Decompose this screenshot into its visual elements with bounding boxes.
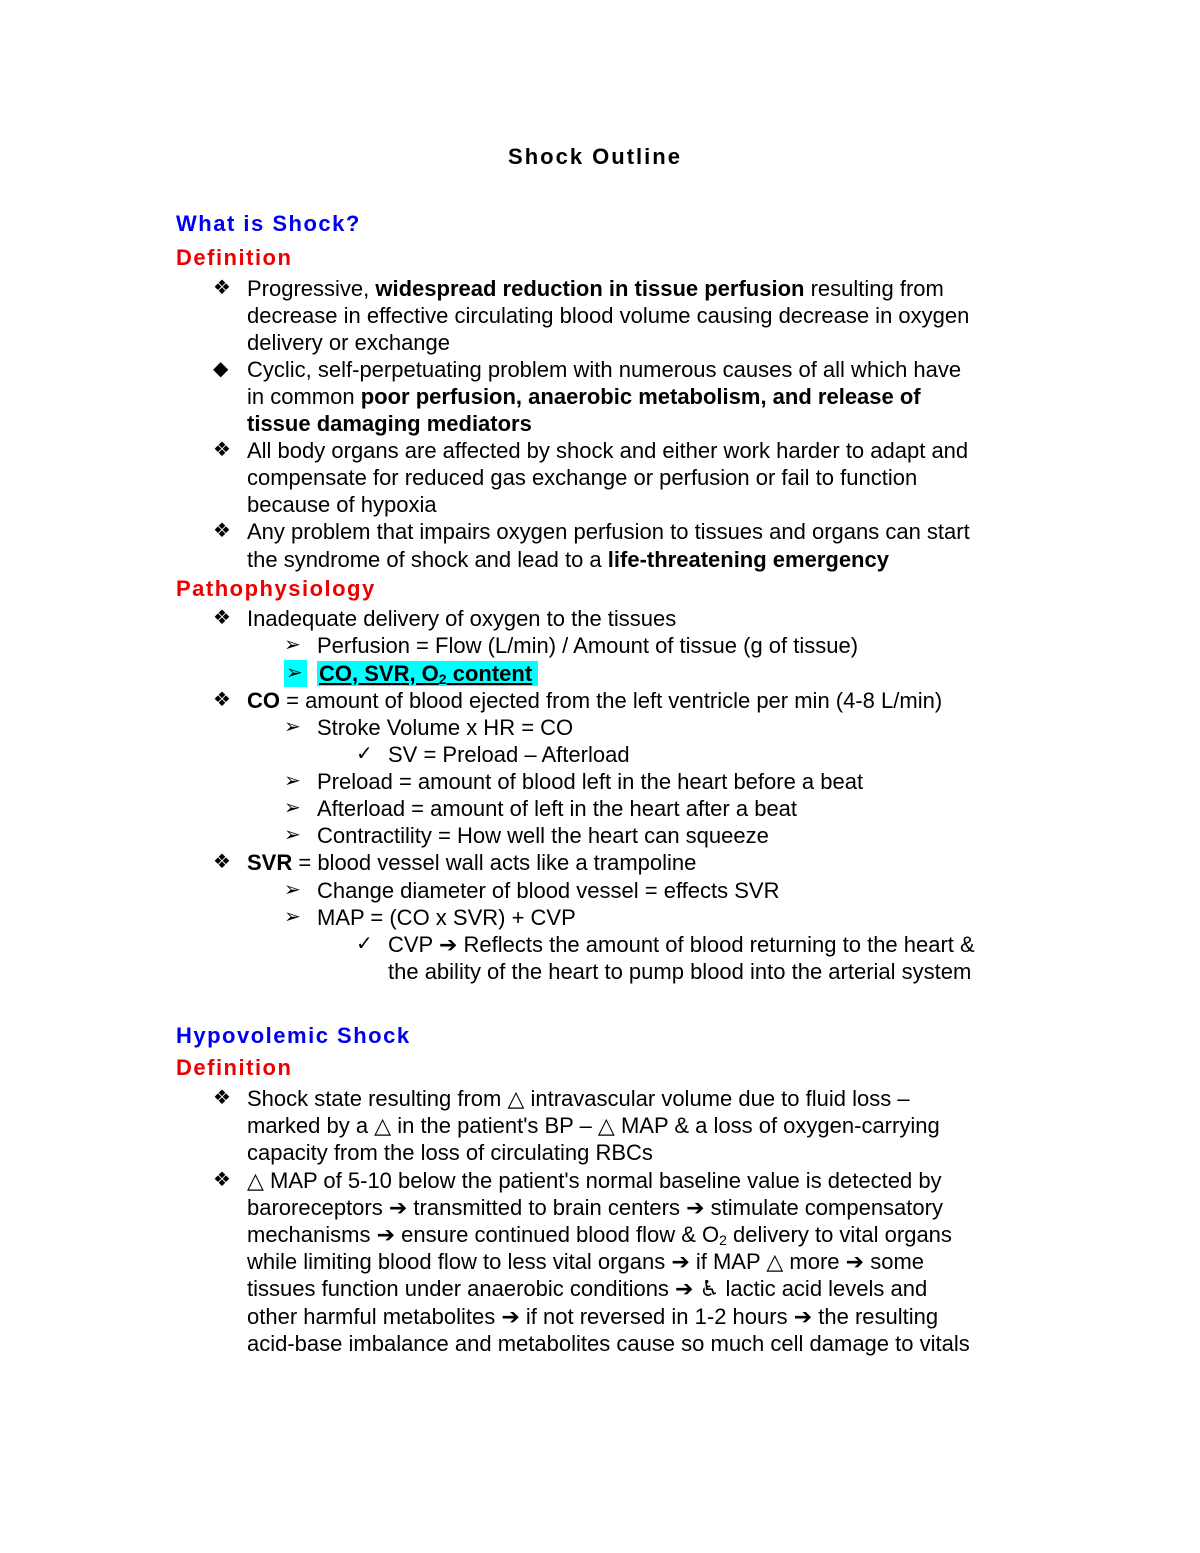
list-item: Cyclic, self-perpetuating problem with numerous causes of all which have [247, 357, 962, 382]
list-item-line: mechanisms ➔ ensure continued blood flow & $O_2$ delivery to vital organs [247, 1222, 952, 1248]
subheading-definition: Definition [176, 245, 293, 270]
list-item-line: compensate for reduced gas exchange or perfusion or fail to function [247, 465, 918, 490]
delta-icon: △ [597, 1113, 615, 1138]
sub-list-item: Change diameter of blood vessel = effects SVR [317, 878, 780, 903]
list-item: Inadequate delivery of oxygen to the tissues [247, 606, 677, 631]
section-heading-what-is-shock: What is Shock? [176, 211, 361, 236]
bullet-icon: ❖ [213, 689, 231, 711]
list-item-line: baroreceptors ➔ transmitted to brain centers ➔ stimulate compensatory [247, 1195, 943, 1220]
sub-sub-list-item: SV = Preload – Afterload [388, 742, 630, 767]
arrow-bullet-icon: ➢ [284, 879, 301, 901]
bullet-icon: ❖ [213, 607, 231, 629]
list-item-line: other harmful metabolites ➔ if not reversed in 1-2 hours ➔ the resulting [247, 1304, 939, 1329]
arrow-bullet-icon: ➢ [284, 660, 307, 687]
list-item-line: in common poor perfusion, anaerobic metabolism, and release of [247, 384, 921, 409]
section-heading-hypovolemic-shock: Hypovolemic Shock [176, 1023, 411, 1048]
sub-list-item: Stroke Volume x HR = CO [317, 715, 574, 740]
arrow-bullet-icon: ➢ [284, 906, 301, 928]
arrow-icon: ➔ [671, 1249, 690, 1274]
arrow-bullet-icon: ➢ [284, 634, 301, 656]
delta-icon: △ [507, 1086, 525, 1111]
list-item: SVR = blood vessel wall acts like a trampoline [247, 850, 697, 875]
sub-list-item: Preload = amount of blood left in the heart before a beat [317, 769, 864, 794]
delta-icon: △ [247, 1168, 264, 1193]
bullet-icon: ❖ [213, 1087, 231, 1109]
arrow-icon: ➔ [501, 1304, 520, 1329]
page-title: Shock Outline [508, 144, 682, 169]
arrow-icon: ➔ [388, 1195, 408, 1220]
arrow-bullet-icon: ➢ [284, 716, 301, 738]
list-item: CO = amount of blood ejected from the left ventricle per min (4-8 L/min) [247, 688, 943, 713]
highlighted-sub-list-item: CO, SVR, $O_2$ content [317, 660, 538, 687]
list-item-line: capacity from the loss of circulating RBCs [247, 1140, 653, 1165]
arrow-bullet-icon: ➢ [284, 824, 301, 846]
list-item-line: the syndrome of shock and lead to a life-threatening emergency [247, 547, 889, 572]
arrow-icon: ➔ [793, 1304, 813, 1329]
list-item-line: while limiting blood flow to less vital organs ➔ if MAP △ more ➔ some [247, 1249, 925, 1274]
list-item: △ MAP of 5-10 below the patient's normal baseline value is detected by [247, 1168, 942, 1193]
bullet-icon: ❖ [213, 439, 231, 461]
bullet-icon: ❖ [213, 520, 231, 542]
list-item: Any problem that impairs oxygen perfusion to tissues and organs can start [247, 519, 970, 544]
sub-list-item: Afterload = amount of left in the heart after a beat [317, 796, 798, 821]
arrow-icon: ➔ [845, 1249, 865, 1274]
list-item-line: marked by a △ in the patient's BP – △ MAP & a loss of oxygen-carrying [247, 1113, 940, 1138]
arrow-icon: ➔ [686, 1195, 705, 1220]
list-item: Progressive, widespread reduction in tissue perfusion resulting from [247, 276, 944, 301]
list-item: Shock state resulting from △ intravascular volume due to fluid loss – [247, 1086, 910, 1111]
list-item-line: delivery or exchange [247, 330, 451, 355]
arrow-icon: ➔ [376, 1222, 396, 1247]
bullet-icon: ❖ [213, 277, 231, 299]
arrow-icon: ➔ [675, 1276, 694, 1301]
diamond-bullet-icon: ◆ [213, 358, 229, 380]
list-item-line: because of hypoxia [247, 492, 437, 517]
delta-icon: △ [374, 1113, 392, 1138]
increase-icon: ♿ [699, 1276, 720, 1301]
sub-sub-list-item-line: the ability of the heart to pump blood into the arterial system [388, 959, 972, 984]
subheading-pathophysiology: Pathophysiology [176, 576, 376, 601]
sub-list-item: Perfusion = Flow (L/min) / Amount of tissue (g of tissue) [317, 633, 859, 658]
subheading-definition: Definition [176, 1055, 293, 1080]
check-bullet-icon: ✓ [356, 933, 373, 955]
bullet-icon: ❖ [213, 1169, 231, 1191]
list-item-line: tissues function under anaerobic conditions ➔ ♿ lactic acid levels and [247, 1276, 928, 1301]
sub-list-item: MAP = (CO x SVR) + CVP [317, 905, 576, 930]
list-item-line: acid-base imbalance and metabolites cause so much cell damage to vitals [247, 1331, 970, 1356]
bullet-icon: ❖ [213, 851, 231, 873]
check-bullet-icon: ✓ [356, 743, 373, 765]
list-item-line: decrease in effective circulating blood volume causing decrease in oxygen [247, 303, 970, 328]
arrow-icon: ➔ [438, 932, 458, 957]
list-item: All body organs are affected by shock and either work harder to adapt and [247, 438, 969, 463]
arrow-bullet-icon: ➢ [284, 770, 301, 792]
delta-icon: △ [766, 1249, 784, 1274]
sub-list-item: Contractility = How well the heart can squeeze [317, 823, 769, 848]
list-item-line: tissue damaging mediators [247, 411, 532, 436]
arrow-bullet-icon: ➢ [284, 797, 301, 819]
sub-sub-list-item: CVP ➔ Reflects the amount of blood returning to the heart & [388, 932, 975, 957]
